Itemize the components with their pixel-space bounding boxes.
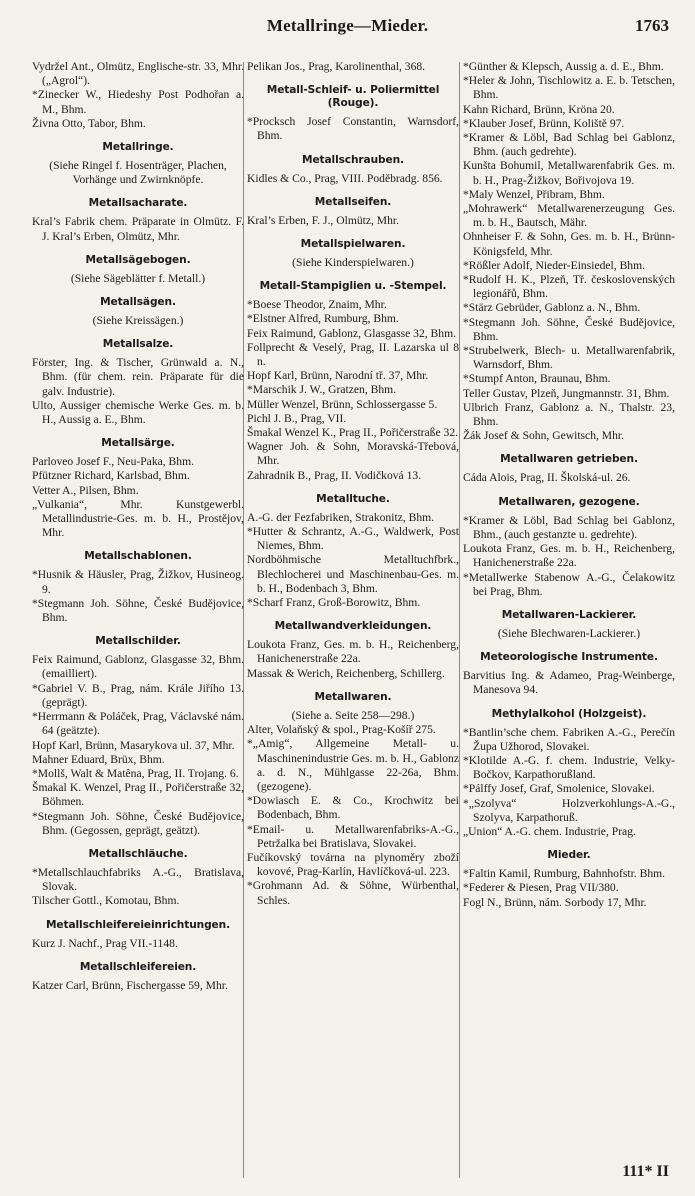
column-middle <box>247 60 459 908</box>
section-heading: Metallschilder. <box>95 635 181 648</box>
section-heading: Metallschleifereieinrichtungen. <box>45 918 231 931</box>
directory-entry: *Maly Wenzel, Přibram, Bhm. <box>463 187 605 201</box>
section-heading: Mieder. <box>547 849 591 862</box>
directory-entry: Müller Wenzel, Brünn, Schlossergasse 5. <box>247 397 438 411</box>
directory-entry: Kral’s Fabrik chem. Präparate in Olmütz. F. J. Kral’s Erben, Olmütz, Mhr. <box>32 215 244 243</box>
directory-entry: „Vulkania“, Mhr. Kunstgewerbl. Metallindustrie-Ges. m. b. H., Prostějov, Mhr. <box>32 497 244 540</box>
directory-entry: *Stegmann Joh. Söhne, České Budějovice, Bhm. <box>32 596 244 625</box>
column-left <box>32 60 244 993</box>
page-title: Metallringe—Mieder. <box>266 16 429 35</box>
directory-entry: *Stumpf Anton, Braunau, Bhm. <box>463 372 611 386</box>
directory-entry: Tilscher Gottl., Komotau, Bhm. <box>32 894 180 908</box>
directory-entry: *Metallschlauchfabriks A.-G., Bratislava, Slovak. <box>32 865 244 894</box>
directory-entry: Teller Gustav, Plzeň, Jungmannstr. 31, Bhm. <box>463 386 670 400</box>
directory-entry: Fogl N., Brünn, nám. Sorbody 17, Mhr. <box>463 895 647 909</box>
directory-entry: Parloveo Josef F., Neu-Paka, Bhm. <box>32 455 195 469</box>
directory-entry: *Herrmann & Poláček, Prag, Václavské nám. 64 (geätzte). <box>32 710 244 738</box>
directory-entry: Ulbrich Franz, Gablonz a. N., Thalstr. 23, Bhm. <box>463 400 675 429</box>
directory-entry: „Mohrawerk“ Metallwarenerzeugung Ges. m. b. H., Bautsch, Mähr. <box>463 202 675 230</box>
section-heading: Metalltuche. <box>316 492 390 505</box>
section-heading: Metallsägebogen. <box>85 253 191 266</box>
directory-entry: Ulto, Aussiger chemische Werke Ges. m. b. H., Aussig a. E., Bhm. <box>32 398 244 427</box>
directory-entry: *Rößler Adolf, Nieder-Einsiedel, Bhm. <box>463 258 646 272</box>
directory-entry: *Kramer & Löbl, Bad Schlag bei Gablonz, Bhm. (auch gedrehte). <box>463 131 675 159</box>
directory-entry: Feix Raimund, Gablonz, Glasgasse 32, Bhm. (emailliert). <box>32 653 244 681</box>
page-header <box>0 14 695 42</box>
directory-entry: A.-G. der Fezfabriken, Strakonitz, Bhm. <box>247 510 435 524</box>
directory-entry: Žák Josef & Sohn, Gewitsch, Mhr. <box>463 429 625 443</box>
directory-entry: *Stegmann Joh. Söhne, České Budějovice, Bhm. (Gegossen, geprägt, geätzt). <box>32 809 244 837</box>
section-heading: Metallsalze. <box>102 338 174 351</box>
directory-entry: *Husnik & Häusler, Prag, Žižkov, Husineog. 9. <box>32 568 244 596</box>
directory-entry: *Rudolf H. K., Plzeň, Tř. československých legionářů, Bhm. <box>463 273 675 301</box>
directory-entry: *Bantlin’sche chem. Fabriken A.-G., Perečín Župa Užhorod, Slovakei. <box>463 725 675 753</box>
directory-entry: Šmakal K. Wenzel, Prag II., Pořičerstraße 32, Böhmen. <box>32 781 244 809</box>
column-divider <box>459 62 460 1178</box>
directory-entry: Pelikan Jos., Prag, Karolinenthal, 368. <box>247 60 426 73</box>
section-heading: Methylalkohol (Holzgeist). <box>491 707 647 720</box>
cross-reference-note: (Siehe Kreissägen.) <box>92 314 184 328</box>
directory-entry: Kurz J. Nachf., Prag VII.-1148. <box>32 936 178 950</box>
section-heading: Metall-Stampiglien u. -Stempel. <box>259 280 447 293</box>
directory-entry: Massak & Werich, Reichenberg, Schillerg. <box>247 666 445 680</box>
directory-entry: Kidles & Co., Prag, VIII. Poděbradg. 856. <box>247 171 443 185</box>
directory-entry: *Dowiasch E. & Co., Krochwitz bei Bodenbach, Bhm. <box>247 794 459 822</box>
directory-entry: „Union“ A.-G. chem. Industrie, Prag. <box>463 824 636 838</box>
section-heading: Metallschablonen. <box>84 550 192 563</box>
signature-mark: 111* II <box>622 1163 669 1180</box>
section-heading: Metallseifen. <box>314 195 392 208</box>
section-heading: Meteorologische Instrumente. <box>480 651 658 664</box>
section-heading: Metallwandverkleidungen. <box>274 620 432 633</box>
section-heading: Metallringe. <box>102 141 174 154</box>
section-heading: Metallsägen. <box>100 296 176 309</box>
directory-entry: *Zinecker W., Hiedeshy Post Podhořan a. M., Bhm. <box>32 88 244 116</box>
section-heading: Metallwaren getrieben. <box>500 453 638 466</box>
directory-entry: Feix Raimund, Gablonz, Glasgasse 32, Bhm. <box>247 326 456 340</box>
directory-entry: Loukota Franz, Ges. m. b. H., Reichenberg, Hanichenerstraße 22a. <box>463 542 675 570</box>
directory-entry: Follprecht & Veselý, Prag, II. Lazarska ul 8 n. <box>247 340 459 369</box>
directory-entry: *Kramer & Löbl, Bad Schlag bei Gablonz, Bhm., (auch gestanzte u. gedrehte). <box>463 513 675 541</box>
directory-entry: Kunšta Bohumil, Metallwarenfabrik Ges. m. b. H., Prag-Žižkov, Bořivojova 19. <box>463 159 675 187</box>
section-heading: Metallspielwaren. <box>300 238 406 251</box>
directory-entry: *Hutter & Schrantz, A.-G., Waldwerk, Post Niemes, Bhm. <box>247 525 459 553</box>
section-heading: Metallsacharate. <box>88 197 188 210</box>
directory-entry: Zahradnik B., Prag, II. Vodičková 13. <box>247 468 422 482</box>
directory-entry: *Klotilde A.-G. f. chem. Industrie, Velky-Bočkov, Karpathorußland. <box>463 753 675 782</box>
page-number: 1763 <box>635 16 669 35</box>
directory-entry: *Mollš, Walt & Matêna, Prag, II. Trojang. 6. <box>32 766 239 780</box>
directory-entry: Alter, Volaňský & spol., Prag-Košíř 275. <box>247 723 436 737</box>
directory-entry: *Boese Theodor, Znaim, Mhr. <box>247 298 387 312</box>
directory-entry: *Faltin Kamil, Rumburg, Bahnhofstr. Bhm. <box>463 867 666 881</box>
directory-entry: Loukota Franz, Ges. m. b. H., Reichenberg, Hanichenerstraße 22a. <box>247 638 459 666</box>
directory-entry: Fučíkovský továrna na plynoměry zboží kovové, Prag-Karlín, Havlíčková-ul. 223. <box>247 850 459 879</box>
directory-entry: *Procksch Josef Constantin, Warnsdorf, Bhm. <box>247 115 459 143</box>
directory-entry: Nordböhmische Metalltuchfbrk., Blechlocherei und Maschinenbau-Ges. m. b. H., Bodenbach 3, Bhm. <box>247 553 459 595</box>
section-heading: Metallschläuche. <box>88 847 188 860</box>
directory-entry: *Stärz Gebrüder, Gablonz a. N., Bhm. <box>463 301 641 315</box>
section-heading: Metallschrauben. <box>302 153 404 166</box>
directory-entry: Hopf Karl, Brünn, Narodní tř. 37, Mhr. <box>247 369 429 383</box>
directory-entry: *Stegmann Joh. Söhne, České Budějovice, Bhm. <box>463 315 675 343</box>
directory-entry: *Marschik J. W., Gratzen, Bhm. <box>247 383 397 397</box>
directory-entry: Šmakal Wenzel K., Prag II., Pořičerstraße 32. <box>247 426 459 440</box>
directory-entry: *„Amig“, Allgemeine Metall- u. Maschinenindustrie Ges. m. b. H., Gablonz a. d. N., Mühlgasse 22-26a, Bhm. (gezogene). <box>247 737 459 793</box>
directory-entry: Förster, Ing. & Tischer, Grünwald a. N., Bhm. (für chem. rein. Präparate für die galv. Industrie). <box>32 356 244 398</box>
directory-entry: *Grohmann Ad. & Söhne, Würbenthal, Schles. <box>247 879 459 907</box>
cross-reference-note: (Siehe Kinderspielwaren.) <box>292 256 414 270</box>
directory-entry: Mahner Eduard, Brüx, Bhm. <box>32 752 165 766</box>
section-heading: Metallschleifereien. <box>79 960 197 973</box>
directory-entry: Wagner Joh. & Sohn, Moravská-Třebová, Mhr. <box>247 440 459 468</box>
directory-entry: Živna Otto, Tabor, Bhm. <box>32 116 146 130</box>
directory-entry: Hopf Karl, Brünn, Masarykova ul. 37, Mhr. <box>32 738 235 752</box>
directory-entry: Barvitius Ing. & Adameo, Prag-Weinberge, Manesova 94. <box>463 669 675 697</box>
cross-reference-note: (Siehe Blechwaren-Lackierer.) <box>497 626 641 640</box>
section-heading: Metallwaren. <box>314 690 392 703</box>
directory-entry: Vetter A., Pilsen, Bhm. <box>32 483 139 497</box>
directory-entry: *Gabriel V. B., Prag, nám. Krále Jiřího 13. (geprägt). <box>32 681 244 709</box>
directory-entry: *Elstner Alfred, Rumburg, Bhm. <box>247 312 399 326</box>
directory-entry: *Strubelwerk, Blech- u. Metallwarenfabrik, Warnsdorf, Bhm. <box>463 344 675 372</box>
cross-reference-note: (Siehe Sägeblätter f. Metall.) <box>70 271 206 285</box>
column-right <box>463 60 675 910</box>
directory-entry: *Federer & Piesen, Prag VII/380. <box>463 881 619 895</box>
directory-entry: Kral’s Erben, F. J., Olmütz, Mhr. <box>247 213 400 227</box>
section-heading: Metallsärge. <box>101 437 175 450</box>
directory-entry: *Günther & Klepsch, Aussig a. d. E., Bhm. <box>463 60 664 73</box>
directory-entry: Katzer Carl, Brünn, Fischergasse 59, Mhr. <box>32 978 228 992</box>
section-heading: Metallwaren, gezogene. <box>498 495 640 508</box>
cross-reference-note: (Siehe Ringel f. Hosenträger, Plachen, Vorhänge und Zwirnknöpfe. <box>49 159 227 187</box>
directory-entry: *Scharf Franz, Groß-Borowitz, Bhm. <box>247 596 421 610</box>
section-heading: Metallwaren-Lackierer. <box>501 608 637 621</box>
section-heading: Metall-Schleif- u. Poliermittel (Rouge). <box>266 84 440 110</box>
directory-entry: Kahn Richard, Brünn, Kröna 20. <box>463 102 615 116</box>
directory-entry: Cáda Alois, Prag, II. Školská-ul. 26. <box>463 471 631 485</box>
directory-entry: Vydržel Ant., Olmütz, Englische-str. 33, Mhr. („Agrol“). <box>32 60 244 88</box>
directory-entry: Pfützner Richard, Karlsbad, Bhm. <box>32 469 190 483</box>
directory-entry: *„Szolyva“ Holzverkohlungs-A.-G., Szolyva, Karpathoruß. <box>463 796 675 824</box>
directory-entry: *Klauber Josef, Brünn, Koliště 97. <box>463 116 625 130</box>
directory-entry: Ohnheiser F. & Sohn, Ges. m. b. H., Brünn-Königsfeld, Mhr. <box>463 230 675 258</box>
directory-entry: Pichl J. B., Prag, VII. <box>247 411 347 425</box>
directory-entry: *Metallwerke Stabenow A.-G., Čelakowitz bei Prag, Bhm. <box>463 570 675 598</box>
directory-entry: *Heler & John, Tischlowitz a. E. b. Tetschen, Bhm. <box>463 74 675 102</box>
cross-reference-note: (Siehe a. Seite 258—298.) <box>291 708 415 722</box>
directory-entry: *Email- u. Metallwarenfabriks-A.-G., Petržalka bei Bratislava, Slovakei. <box>247 822 459 850</box>
directory-entry: *Pálffy Josef, Graf, Smolenice, Slovakei. <box>463 782 655 796</box>
